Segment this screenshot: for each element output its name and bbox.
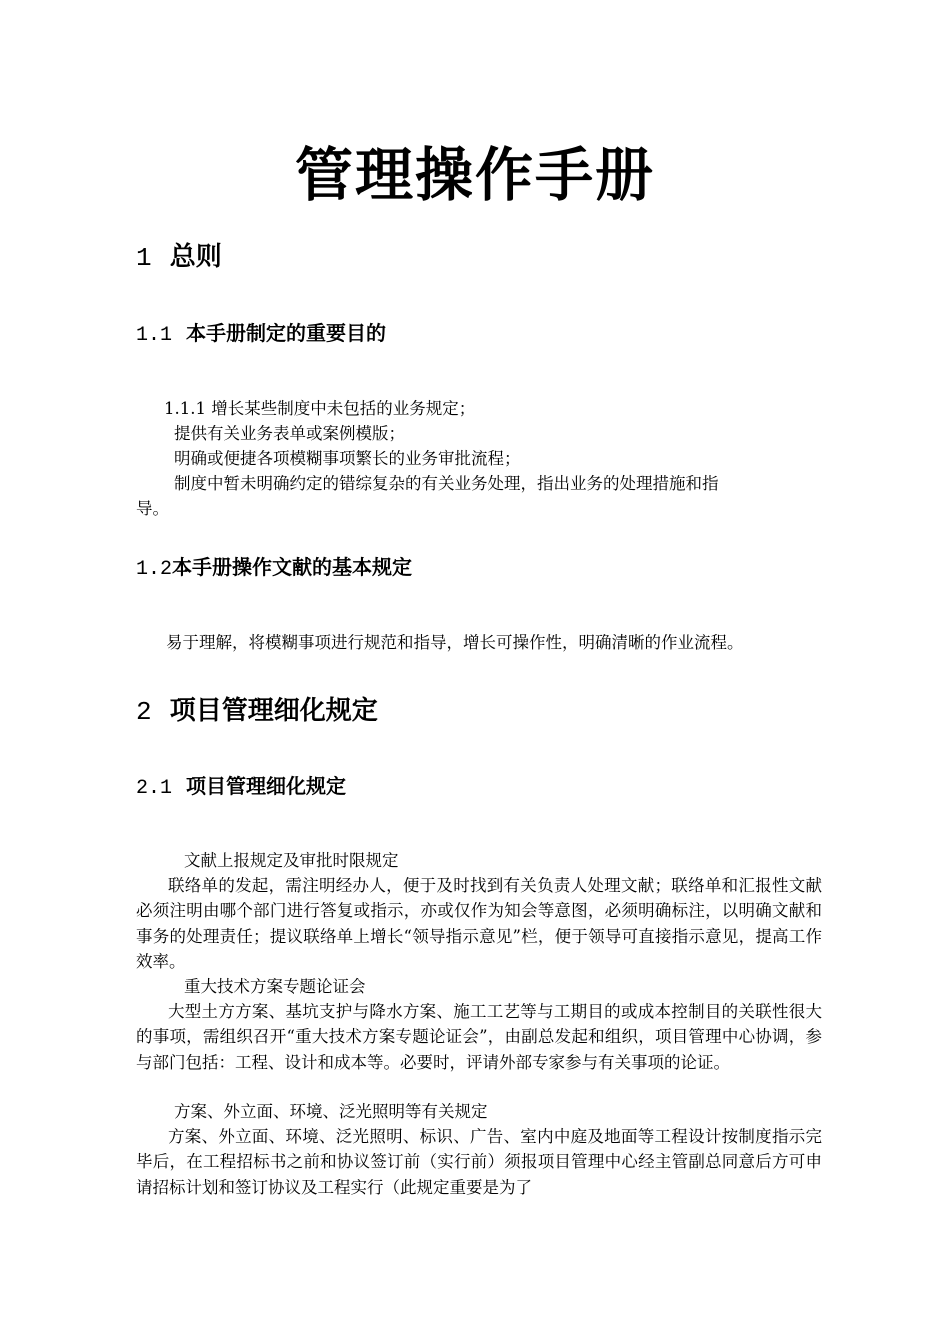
subheading: 重大技术方案专题论证会 (184, 977, 366, 996)
section-title: 总则 (169, 242, 222, 272)
subheading: 方案、外立面、环境、泛光照明等有关规定 (174, 1102, 488, 1121)
section-1-1-heading (136, 317, 386, 347)
section-number: 1.2 (136, 558, 173, 581)
paragraph: 方案、外立面、环境、泛光照明、标识、广告、室内中庭及地面等工程设计按制度指示完毕后，在工程招标书之前和协议签订前（实行前）须报项目管理中心经主管副总同意后方可申请招标计划和签订协议及工程实行（此规定重要是为了 (136, 1127, 822, 1197)
section-number: 1.1 (136, 324, 173, 347)
section-1-2-heading (136, 551, 412, 581)
list-item: 提供有关业务表单或案例模版； (174, 424, 405, 443)
list-item: 明确或便捷各项模糊事项繁长的业务审批流程； (174, 449, 521, 468)
subheading: 文献上报规定及审批时限规定 (184, 851, 399, 870)
list-item: 制度中暂未明确约定的错综复杂的有关业务处理，指出业务的处理措施和指 (174, 474, 719, 493)
section-1-heading (136, 236, 222, 273)
paragraph: 大型土方方案、基坑支护与降水方案、施工工艺等与工期目的或成本控制目的关联性很大的事项，需组织召开“重大技术方案专题论证会”，由副总发起和组织，项目管理中心协调，参与部门包括：工程、设计和成本等。必要时，评请外部专家参与有关事项的论证。 (136, 1002, 822, 1072)
section-number: 1 (136, 243, 152, 273)
section-2-heading (136, 690, 378, 727)
list-item: 1.1.1 增长某些制度中未包括的业务规定； (164, 399, 476, 418)
section-title: 本手册操作文献的基本规定 (172, 555, 413, 579)
paragraph: 联络单的发起，需注明经办人，便于及时找到有关负责人处理文献；联络单和汇报性文献必须注明由哪个部门进行答复或指示，亦或仅作为知会等意图，必须明确标注，以明确文献和事务的处理责任；提议联络单上增长“领导指示意见”栏，便于领导可直接指示意见，提高工作效率。 (136, 876, 822, 971)
section-title: 项目管理细化规定 (169, 696, 378, 726)
section-2-1-heading (136, 770, 346, 800)
section-title: 本手册制定的重要目的 (185, 321, 386, 345)
list-item: 导。 (136, 499, 169, 518)
section-number: 2 (136, 697, 152, 727)
section-number: 2.1 (136, 777, 173, 800)
section-title: 项目管理细化规定 (185, 774, 346, 798)
document-title: 管理操作手册 (294, 141, 655, 209)
paragraph: 易于理解，将模糊事项进行规范和指导，增长可操作性，明确清晰的作业流程。 (166, 633, 744, 652)
